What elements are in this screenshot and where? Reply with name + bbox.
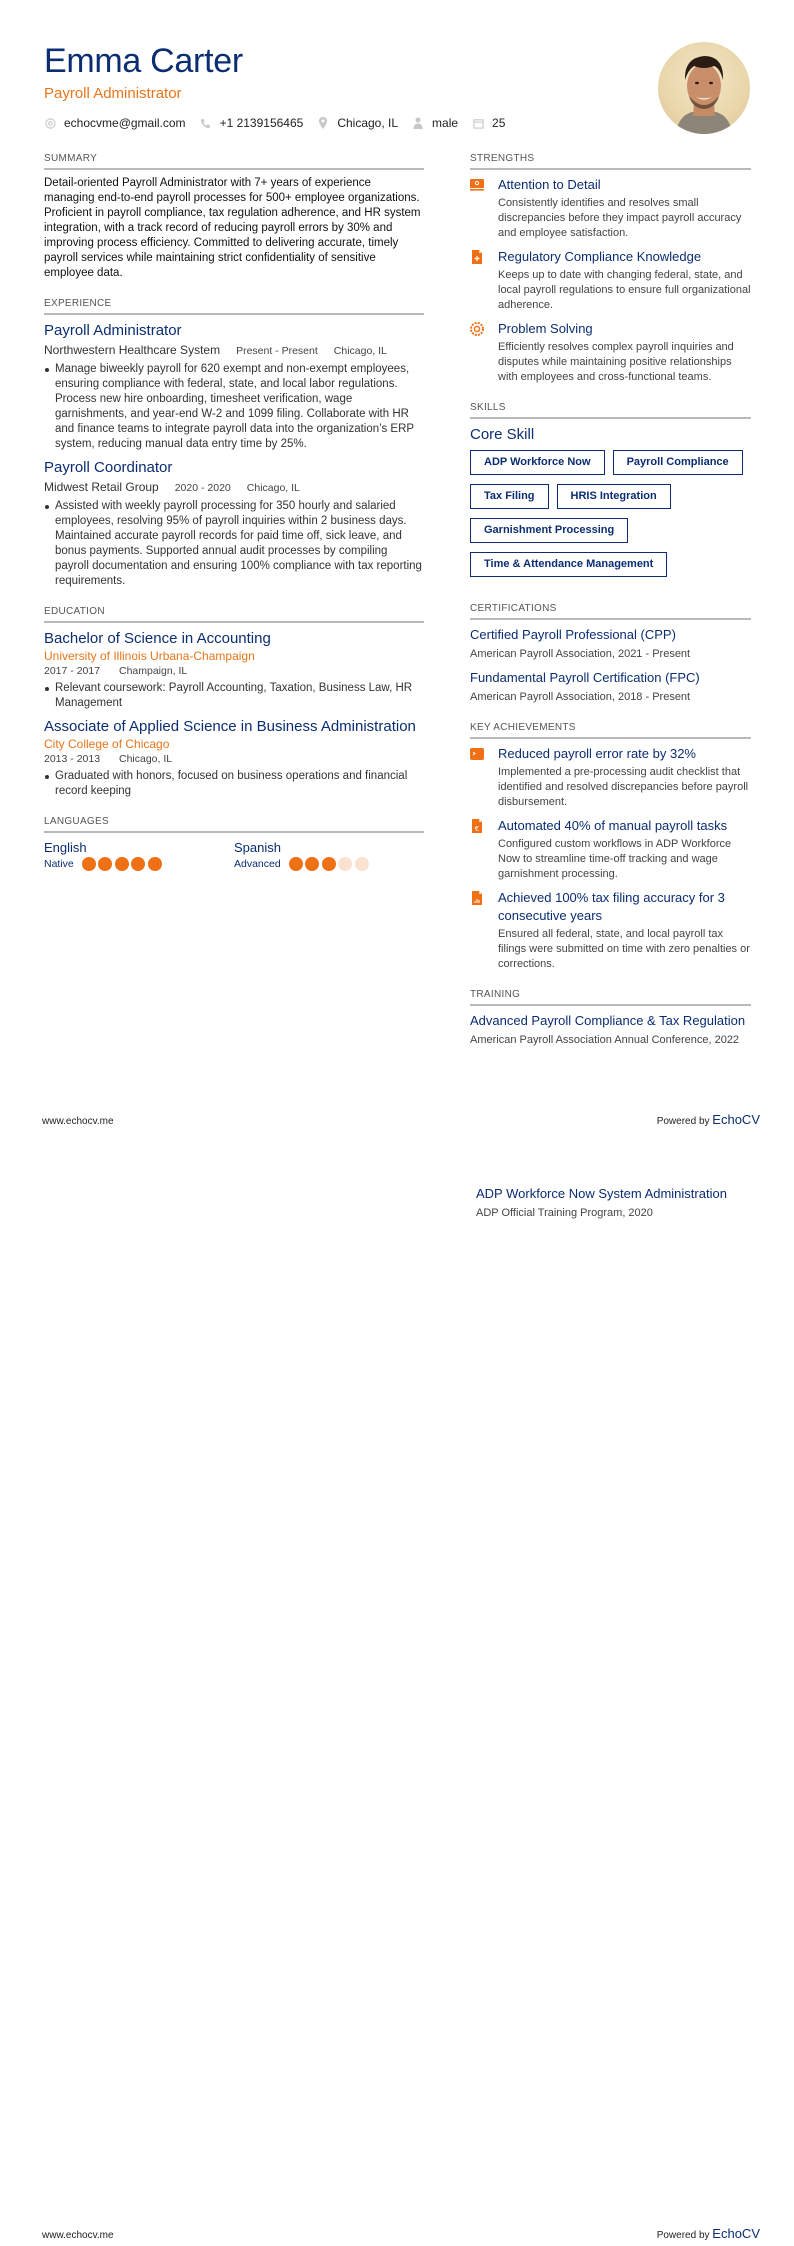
terminal-icon xyxy=(470,747,484,761)
section-title: EDUCATION xyxy=(44,606,105,617)
bullet-item: Assisted with weekly payroll processing for 350 hourly and salaried employees, resolving 95% of payroll inquiries within 2 business days. Maintained accurate payroll records for paid time off, sick leave, and bonus payments. Supported annual audit processes by compiling payroll documentation and ensuring 100% compliance with tax reporting requirements. xyxy=(44,499,424,589)
certification-name: Certified Payroll Professional (CPP) xyxy=(470,627,676,642)
dot-filled xyxy=(82,857,96,871)
skill-chip: ADP Workforce Now xyxy=(470,450,605,475)
skill-chip: Garnishment Processing xyxy=(470,518,628,543)
language-item xyxy=(234,839,424,872)
section-title: KEY ACHIEVEMENTS xyxy=(470,722,576,733)
section-title: LANGUAGES xyxy=(44,816,109,827)
contact-gender: male xyxy=(412,116,458,130)
job-dates: Present - Present xyxy=(236,345,318,357)
strength-item xyxy=(470,176,751,241)
achievement-title: Achieved 100% tax filing accuracy for 3 consecutive years xyxy=(498,890,725,923)
job-meta xyxy=(44,479,424,497)
divider xyxy=(44,313,424,315)
training-item xyxy=(470,1012,751,1048)
education-location: Chicago, IL xyxy=(118,753,173,765)
profile-photo xyxy=(658,42,750,134)
school-name: City College of Chicago xyxy=(44,737,170,751)
divider xyxy=(470,1004,751,1006)
svg-text:€: € xyxy=(474,825,480,833)
bullet-item: Graduated with honors, focused on business operations and financial record keeping xyxy=(44,769,424,799)
job-meta xyxy=(44,342,424,360)
dot-filled xyxy=(115,857,129,871)
skills-section xyxy=(470,401,751,586)
section-title: STRENGTHS xyxy=(470,153,535,164)
bullet-item: Relevant coursework: Payroll Accounting, Taxation, Business Law, HR Management xyxy=(44,681,424,711)
strength-desc: Efficiently resolves complex payroll inquiries and disputes while maintaining positive relationships with employees and cross-functional teams. xyxy=(498,341,734,383)
strength-desc: Keeps up to date with changing federal, state, and local payroll regulations to ensure full organizational adherence. xyxy=(498,269,751,311)
proficiency-dots xyxy=(289,857,372,871)
achievement-desc: Implemented a pre-processing audit checklist that identified and resolved discrepancies before payroll disbursement. xyxy=(498,766,749,808)
job-location: Chicago, IL xyxy=(333,345,387,357)
certification-item xyxy=(470,669,751,705)
degree-title: Associate of Applied Science in Business Administration xyxy=(44,718,416,735)
left-column xyxy=(44,152,424,888)
section-title: EXPERIENCE xyxy=(44,298,112,309)
school-name: University of Illinois Urbana-Champaign xyxy=(44,649,255,663)
calendar-icon xyxy=(472,117,484,129)
divider xyxy=(470,737,751,739)
education-entry xyxy=(44,717,424,799)
education-entry xyxy=(44,629,424,711)
section-title: SUMMARY xyxy=(44,153,98,164)
summary-text: Detail-oriented Payroll Administrator with 7+ years of experience managing end-to-end payroll processes for 500+ employee organizations. Proficient in payroll compliance, tax regulation adherence, and HR system integration, with a track record of reducing payroll errors by 30% and improving process efficiency. Committed to delivering accurate, timely payroll services while maintaining strict confidentiality of sensitive employee data. xyxy=(44,177,421,279)
dot-filled xyxy=(322,857,336,871)
education-bullets xyxy=(44,681,424,711)
summary-section xyxy=(44,152,424,281)
skill-chip: HRIS Integration xyxy=(557,484,671,509)
divider xyxy=(44,621,424,623)
training-name: ADP Workforce Now System Administration xyxy=(476,1186,727,1201)
brand-logo: EchoCV xyxy=(712,2226,760,2241)
certification-issuer: American Payroll Association, 2021 - Present xyxy=(470,648,691,660)
skill-chips xyxy=(470,450,751,586)
dot-filled xyxy=(305,857,319,871)
achievement-desc: Configured custom workflows in ADP Workforce Now to streamline time-off tracking and wage garnishment processing. xyxy=(498,838,732,880)
strengths-section xyxy=(470,152,751,385)
training-name: Advanced Payroll Compliance & Tax Regulation xyxy=(470,1013,746,1028)
job-bullets xyxy=(44,499,424,589)
dot-empty xyxy=(338,857,352,871)
job-entry xyxy=(44,458,424,589)
document-plus-icon xyxy=(470,250,484,264)
skill-chip: Time & Attendance Management xyxy=(470,552,667,577)
strength-title: Regulatory Compliance Knowledge xyxy=(498,249,702,264)
education-location: Champaign, IL xyxy=(118,665,188,677)
language-name: Spanish xyxy=(234,840,281,855)
education-bullets xyxy=(44,769,424,799)
training-section xyxy=(470,988,751,1048)
dot-filled xyxy=(148,857,162,871)
footer-powered: Powered by EchoCV xyxy=(656,2226,760,2241)
divider xyxy=(470,168,751,170)
dot-filled xyxy=(98,857,112,871)
training-item-overflow xyxy=(476,1185,757,1221)
job-location: Chicago, IL xyxy=(246,482,300,494)
candidate-role: Payroll Administrator xyxy=(44,85,182,102)
divider xyxy=(44,831,424,833)
candidate-name: Emma Carter xyxy=(44,42,243,80)
education-dates: 2013 - 2013 xyxy=(44,753,101,765)
page-footer xyxy=(42,1112,760,1127)
at-icon xyxy=(44,117,56,129)
person-icon xyxy=(412,117,424,129)
contact-row xyxy=(44,116,750,130)
strength-item xyxy=(470,320,751,385)
language-item xyxy=(44,839,234,872)
job-dates: 2020 - 2020 xyxy=(174,482,231,494)
location-pin-icon xyxy=(317,117,329,129)
education-meta xyxy=(44,664,424,679)
job-title: Payroll Administrator xyxy=(44,322,182,339)
strength-title: Problem Solving xyxy=(498,321,593,336)
proficiency-dots xyxy=(82,857,165,871)
training-provider: ADP Official Training Program, 2020 xyxy=(476,1207,653,1219)
contact-location: Chicago, IL xyxy=(317,116,398,130)
document-money-icon xyxy=(470,819,484,833)
presentation-icon xyxy=(470,178,484,192)
footer-site-link[interactable]: www.echocv.me xyxy=(42,2230,114,2241)
brand-logo: EchoCV xyxy=(712,1112,760,1127)
job-entry xyxy=(44,321,424,452)
language-name: English xyxy=(44,840,87,855)
languages-list xyxy=(44,839,424,872)
achievement-item xyxy=(470,745,751,810)
language-level-row xyxy=(44,856,234,872)
dot-filled xyxy=(289,857,303,871)
strength-desc: Consistently identifies and resolves small discrepancies before they impact payroll accuracy and employee satisfaction. xyxy=(498,197,742,239)
gear-icon xyxy=(470,322,484,336)
job-bullets xyxy=(44,362,424,452)
certification-item xyxy=(470,626,751,662)
contact-phone[interactable]: +1 2139156465 xyxy=(200,116,304,130)
achievement-item xyxy=(470,889,751,972)
contact-email[interactable]: echocvme@gmail.com xyxy=(44,116,186,130)
dot-filled xyxy=(131,857,145,871)
skill-chip: Tax Filing xyxy=(470,484,549,509)
education-dates: 2017 - 2017 xyxy=(44,665,101,677)
certification-name: Fundamental Payroll Certification (FPC) xyxy=(470,670,700,685)
certification-issuer: American Payroll Association, 2018 - Present xyxy=(470,691,691,703)
bullet-item: Manage biweekly payroll for 620 exempt and non-exempt employees, ensuring compliance with federal, state, and local labor regulations. Process new hire onboarding, timesheet verification, wage garnishments, and year-end W-2 and 1099 filing. Collaborate with HR and finance teams to integrate payroll data into the organization’s ERP system, reducing manual data entry time by 25%. xyxy=(44,362,424,452)
achievement-title: Reduced payroll error rate by 32% xyxy=(498,746,696,761)
language-level: Native xyxy=(44,858,74,870)
job-title: Payroll Coordinator xyxy=(44,459,173,476)
strength-title: Attention to Detail xyxy=(498,177,601,192)
phone-icon xyxy=(200,117,212,129)
language-level-row xyxy=(234,856,424,872)
divider xyxy=(44,168,424,170)
degree-title: Bachelor of Science in Accounting xyxy=(44,630,271,647)
dot-empty xyxy=(355,857,369,871)
achievements-section xyxy=(470,721,751,972)
footer-site-link[interactable]: www.echocv.me xyxy=(42,1116,114,1127)
section-title: SKILLS xyxy=(470,402,506,413)
language-level: Advanced xyxy=(234,858,281,870)
achievement-item xyxy=(470,817,751,882)
document-chart-icon xyxy=(470,891,484,905)
divider xyxy=(470,618,751,620)
section-title: CERTIFICATIONS xyxy=(470,603,557,614)
education-meta xyxy=(44,752,424,767)
education-section xyxy=(44,605,424,799)
skill-chip: Payroll Compliance xyxy=(613,450,743,475)
company-name: Northwestern Healthcare System xyxy=(44,343,221,357)
certifications-section xyxy=(470,602,751,705)
skill-group-title: Core Skill xyxy=(470,426,535,443)
achievement-desc: Ensured all federal, state, and local payroll tax filings were submitted on time with zero penalties or corrections. xyxy=(498,928,750,970)
section-title: TRAINING xyxy=(470,989,521,1000)
page-footer xyxy=(42,2226,760,2241)
right-column xyxy=(470,152,751,1064)
resume-header xyxy=(44,40,750,140)
divider xyxy=(470,417,751,419)
languages-section xyxy=(44,815,424,872)
footer-powered: Powered by EchoCV xyxy=(656,1112,760,1127)
contact-age: 25 xyxy=(472,116,505,130)
achievement-title: Automated 40% of manual payroll tasks xyxy=(498,818,728,833)
strength-item xyxy=(470,248,751,313)
training-provider: American Payroll Association Annual Conference, 2022 xyxy=(470,1034,740,1046)
company-name: Midwest Retail Group xyxy=(44,480,159,494)
experience-section xyxy=(44,297,424,589)
